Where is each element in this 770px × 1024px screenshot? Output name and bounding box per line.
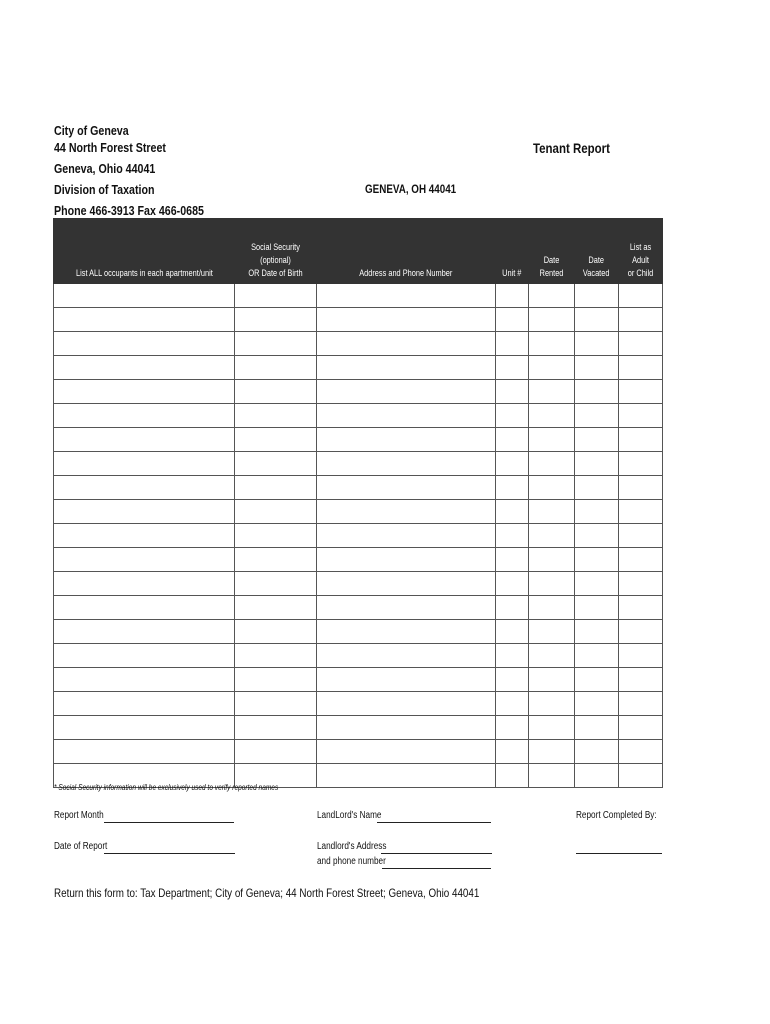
cell-date-rented[interactable]: [529, 644, 575, 668]
cell-adult-child[interactable]: [619, 692, 663, 716]
cell-ssn-dob[interactable]: [235, 404, 317, 428]
cell-adult-child[interactable]: [619, 476, 663, 500]
cell-date-vacated[interactable]: [575, 404, 619, 428]
table-row: [54, 404, 663, 428]
table-row: [54, 716, 663, 740]
cell-address-phone[interactable]: [317, 500, 496, 524]
cell-date-rented[interactable]: [529, 740, 575, 764]
cell-unit[interactable]: [496, 500, 529, 524]
report-month-field[interactable]: [104, 822, 234, 823]
cell-date-vacated[interactable]: [575, 500, 619, 524]
landlord-name-label: LandLord's Name: [317, 810, 382, 821]
table-row: [54, 308, 663, 332]
ssn-footnote: * Social Security information will be exclusively used to verify reported names: [54, 783, 279, 792]
table-row: [54, 284, 663, 308]
cell-occupant[interactable]: [54, 452, 235, 476]
cell-adult-child[interactable]: [619, 500, 663, 524]
cell-occupant[interactable]: [54, 332, 235, 356]
cell-ssn-dob[interactable]: [235, 284, 317, 308]
cell-adult-child[interactable]: [619, 524, 663, 548]
cell-ssn-dob[interactable]: [235, 476, 317, 500]
cell-date-vacated[interactable]: [575, 764, 619, 788]
cell-adult-child[interactable]: [619, 740, 663, 764]
cell-occupant[interactable]: [54, 404, 235, 428]
cell-date-rented[interactable]: [529, 476, 575, 500]
cell-ssn-dob[interactable]: [235, 692, 317, 716]
cell-date-vacated[interactable]: [575, 428, 619, 452]
cell-date-vacated[interactable]: [575, 356, 619, 380]
cell-ssn-dob[interactable]: [235, 620, 317, 644]
cell-address-phone[interactable]: [317, 356, 496, 380]
col-unit: Unit #: [496, 219, 529, 284]
cell-date-rented[interactable]: [529, 548, 575, 572]
cell-adult-child[interactable]: [619, 668, 663, 692]
cell-date-rented[interactable]: [529, 380, 575, 404]
cell-unit[interactable]: [496, 452, 529, 476]
cell-date-rented[interactable]: [529, 500, 575, 524]
cell-date-vacated[interactable]: [575, 308, 619, 332]
table-row: [54, 668, 663, 692]
cell-date-rented[interactable]: [529, 524, 575, 548]
landlord-address-label: Landlord's Address: [317, 841, 387, 852]
cell-date-rented[interactable]: [529, 668, 575, 692]
table-body: [54, 284, 663, 788]
cell-date-vacated[interactable]: [575, 596, 619, 620]
cell-address-phone[interactable]: [317, 524, 496, 548]
cell-date-vacated[interactable]: [575, 620, 619, 644]
cell-unit[interactable]: [496, 308, 529, 332]
table-header-row: [54, 219, 663, 284]
cell-unit[interactable]: [496, 524, 529, 548]
cell-unit[interactable]: [496, 332, 529, 356]
cell-adult-child[interactable]: [619, 572, 663, 596]
landlord-name-field[interactable]: [377, 822, 491, 823]
table-row: [54, 356, 663, 380]
cell-occupant[interactable]: [54, 356, 235, 380]
cell-date-vacated[interactable]: [575, 380, 619, 404]
completed-by-label: Report Completed By:: [576, 810, 657, 821]
cell-address-phone[interactable]: [317, 644, 496, 668]
cell-date-rented[interactable]: [529, 404, 575, 428]
cell-unit[interactable]: [496, 620, 529, 644]
agency-street: 44 North Forest Street: [54, 140, 166, 155]
col-date-vacated: Date Vacated: [575, 219, 619, 284]
cell-unit[interactable]: [496, 380, 529, 404]
cell-adult-child[interactable]: [619, 404, 663, 428]
table-row: [54, 500, 663, 524]
cell-ssn-dob[interactable]: [235, 644, 317, 668]
cell-address-phone[interactable]: [317, 764, 496, 788]
cell-date-vacated[interactable]: [575, 716, 619, 740]
cell-adult-child[interactable]: [619, 620, 663, 644]
cell-date-rented[interactable]: [529, 716, 575, 740]
cell-occupant[interactable]: [54, 476, 235, 500]
cell-occupant[interactable]: [54, 548, 235, 572]
cell-ssn-dob[interactable]: [235, 596, 317, 620]
cell-address-phone[interactable]: [317, 668, 496, 692]
cell-date-rented[interactable]: [529, 692, 575, 716]
cell-ssn-dob[interactable]: [235, 524, 317, 548]
table-row: [54, 524, 663, 548]
cell-date-vacated[interactable]: [575, 524, 619, 548]
cell-unit[interactable]: [496, 692, 529, 716]
cell-address-phone[interactable]: [317, 308, 496, 332]
agency-city: Geneva, Ohio 44041: [54, 161, 156, 176]
table-row: [54, 740, 663, 764]
table-row: [54, 572, 663, 596]
cell-ssn-dob[interactable]: [235, 332, 317, 356]
cell-ssn-dob[interactable]: [235, 356, 317, 380]
cell-adult-child[interactable]: [619, 764, 663, 788]
return-instructions: Return this form to: Tax Department; City of Geneva; 44 North Forest Street; Geneva, Ohio 44041: [54, 886, 480, 900]
cell-ssn-dob[interactable]: [235, 572, 317, 596]
cell-adult-child[interactable]: [619, 356, 663, 380]
cell-date-rented[interactable]: [529, 764, 575, 788]
col-adult-child: List as Adult or Child: [619, 219, 663, 284]
report-month-label: Report Month: [54, 810, 104, 821]
cell-ssn-dob[interactable]: [235, 380, 317, 404]
cell-date-rented[interactable]: [529, 620, 575, 644]
cell-address-phone[interactable]: [317, 596, 496, 620]
cell-occupant[interactable]: [54, 380, 235, 404]
cell-address-phone[interactable]: [317, 740, 496, 764]
cell-address-phone[interactable]: [317, 380, 496, 404]
cell-unit[interactable]: [496, 476, 529, 500]
cell-adult-child[interactable]: [619, 716, 663, 740]
cell-address-phone[interactable]: [317, 572, 496, 596]
cell-occupant[interactable]: [54, 620, 235, 644]
cell-date-vacated[interactable]: [575, 692, 619, 716]
cell-address-phone[interactable]: [317, 692, 496, 716]
col-address-phone: Address and Phone Number: [317, 219, 496, 284]
cell-address-phone[interactable]: [317, 716, 496, 740]
col-occupants: List ALL occupants in each apartment/unit: [54, 219, 235, 284]
table-row: [54, 596, 663, 620]
cell-unit[interactable]: [496, 740, 529, 764]
cell-adult-child[interactable]: [619, 284, 663, 308]
cell-date-rented[interactable]: [529, 596, 575, 620]
cell-occupant[interactable]: [54, 500, 235, 524]
city-state: GENEVA, OH 44041: [365, 182, 457, 196]
landlord-address-field[interactable]: [381, 853, 492, 854]
cell-unit[interactable]: [496, 548, 529, 572]
table-row: [54, 692, 663, 716]
cell-unit[interactable]: [496, 572, 529, 596]
cell-ssn-dob[interactable]: [235, 740, 317, 764]
completed-by-field[interactable]: [576, 853, 662, 854]
cell-date-rented[interactable]: [529, 308, 575, 332]
cell-date-vacated[interactable]: [575, 740, 619, 764]
cell-unit[interactable]: [496, 716, 529, 740]
table-row: [54, 428, 663, 452]
phone-number-field[interactable]: [382, 868, 491, 869]
cell-date-vacated[interactable]: [575, 668, 619, 692]
table-row: [54, 620, 663, 644]
cell-address-phone[interactable]: [317, 476, 496, 500]
cell-date-rented[interactable]: [529, 356, 575, 380]
cell-date-rented[interactable]: [529, 284, 575, 308]
cell-adult-child[interactable]: [619, 380, 663, 404]
date-of-report-label: Date of Report: [54, 841, 108, 852]
cell-date-vacated[interactable]: [575, 548, 619, 572]
cell-adult-child[interactable]: [619, 428, 663, 452]
form-title: Tenant Report: [533, 140, 610, 156]
cell-ssn-dob[interactable]: [235, 452, 317, 476]
cell-adult-child[interactable]: [619, 644, 663, 668]
table-row: [54, 380, 663, 404]
cell-occupant[interactable]: [54, 284, 235, 308]
cell-address-phone[interactable]: [317, 428, 496, 452]
cell-date-vacated[interactable]: [575, 284, 619, 308]
cell-date-vacated[interactable]: [575, 452, 619, 476]
cell-occupant[interactable]: [54, 428, 235, 452]
cell-adult-child[interactable]: [619, 548, 663, 572]
cell-adult-child[interactable]: [619, 308, 663, 332]
cell-date-vacated[interactable]: [575, 332, 619, 356]
cell-date-rented[interactable]: [529, 452, 575, 476]
cell-occupant[interactable]: [54, 572, 235, 596]
cell-ssn-dob[interactable]: [235, 548, 317, 572]
cell-date-vacated[interactable]: [575, 572, 619, 596]
agency-name: City of Geneva: [54, 123, 129, 138]
cell-unit[interactable]: [496, 404, 529, 428]
date-of-report-field[interactable]: [104, 853, 235, 854]
table-row: [54, 644, 663, 668]
cell-address-phone[interactable]: [317, 332, 496, 356]
cell-date-vacated[interactable]: [575, 644, 619, 668]
cell-adult-child[interactable]: [619, 596, 663, 620]
agency-phone: Phone 466-3913 Fax 466-0685: [54, 203, 204, 218]
cell-occupant[interactable]: [54, 524, 235, 548]
cell-address-phone[interactable]: [317, 452, 496, 476]
cell-unit[interactable]: [496, 284, 529, 308]
cell-ssn-dob[interactable]: [235, 668, 317, 692]
cell-occupant[interactable]: [54, 596, 235, 620]
table-row: [54, 548, 663, 572]
cell-unit[interactable]: [496, 764, 529, 788]
cell-ssn-dob[interactable]: [235, 716, 317, 740]
tenant-table: [53, 218, 663, 788]
phone-number-label: and phone number: [317, 856, 386, 867]
cell-adult-child[interactable]: [619, 332, 663, 356]
cell-ssn-dob[interactable]: [235, 308, 317, 332]
col-ssn-dob: Social Security (optional) OR Date of Birth: [235, 219, 317, 284]
cell-ssn-dob[interactable]: [235, 500, 317, 524]
cell-date-vacated[interactable]: [575, 476, 619, 500]
table-row: [54, 452, 663, 476]
cell-occupant[interactable]: [54, 668, 235, 692]
table-row: [54, 476, 663, 500]
cell-occupant[interactable]: [54, 308, 235, 332]
col-date-rented: Date Rented: [529, 219, 575, 284]
cell-address-phone[interactable]: [317, 284, 496, 308]
cell-ssn-dob[interactable]: [235, 428, 317, 452]
cell-occupant[interactable]: [54, 740, 235, 764]
cell-unit[interactable]: [496, 668, 529, 692]
cell-unit[interactable]: [496, 356, 529, 380]
cell-date-rented[interactable]: [529, 428, 575, 452]
cell-address-phone[interactable]: [317, 620, 496, 644]
cell-address-phone[interactable]: [317, 404, 496, 428]
cell-date-rented[interactable]: [529, 332, 575, 356]
cell-occupant[interactable]: [54, 716, 235, 740]
cell-unit[interactable]: [496, 644, 529, 668]
cell-address-phone[interactable]: [317, 548, 496, 572]
cell-adult-child[interactable]: [619, 452, 663, 476]
cell-occupant[interactable]: [54, 692, 235, 716]
cell-occupant[interactable]: [54, 644, 235, 668]
cell-date-rented[interactable]: [529, 572, 575, 596]
agency-division: Division of Taxation: [54, 182, 155, 197]
table-row: [54, 332, 663, 356]
cell-unit[interactable]: [496, 428, 529, 452]
cell-unit[interactable]: [496, 596, 529, 620]
